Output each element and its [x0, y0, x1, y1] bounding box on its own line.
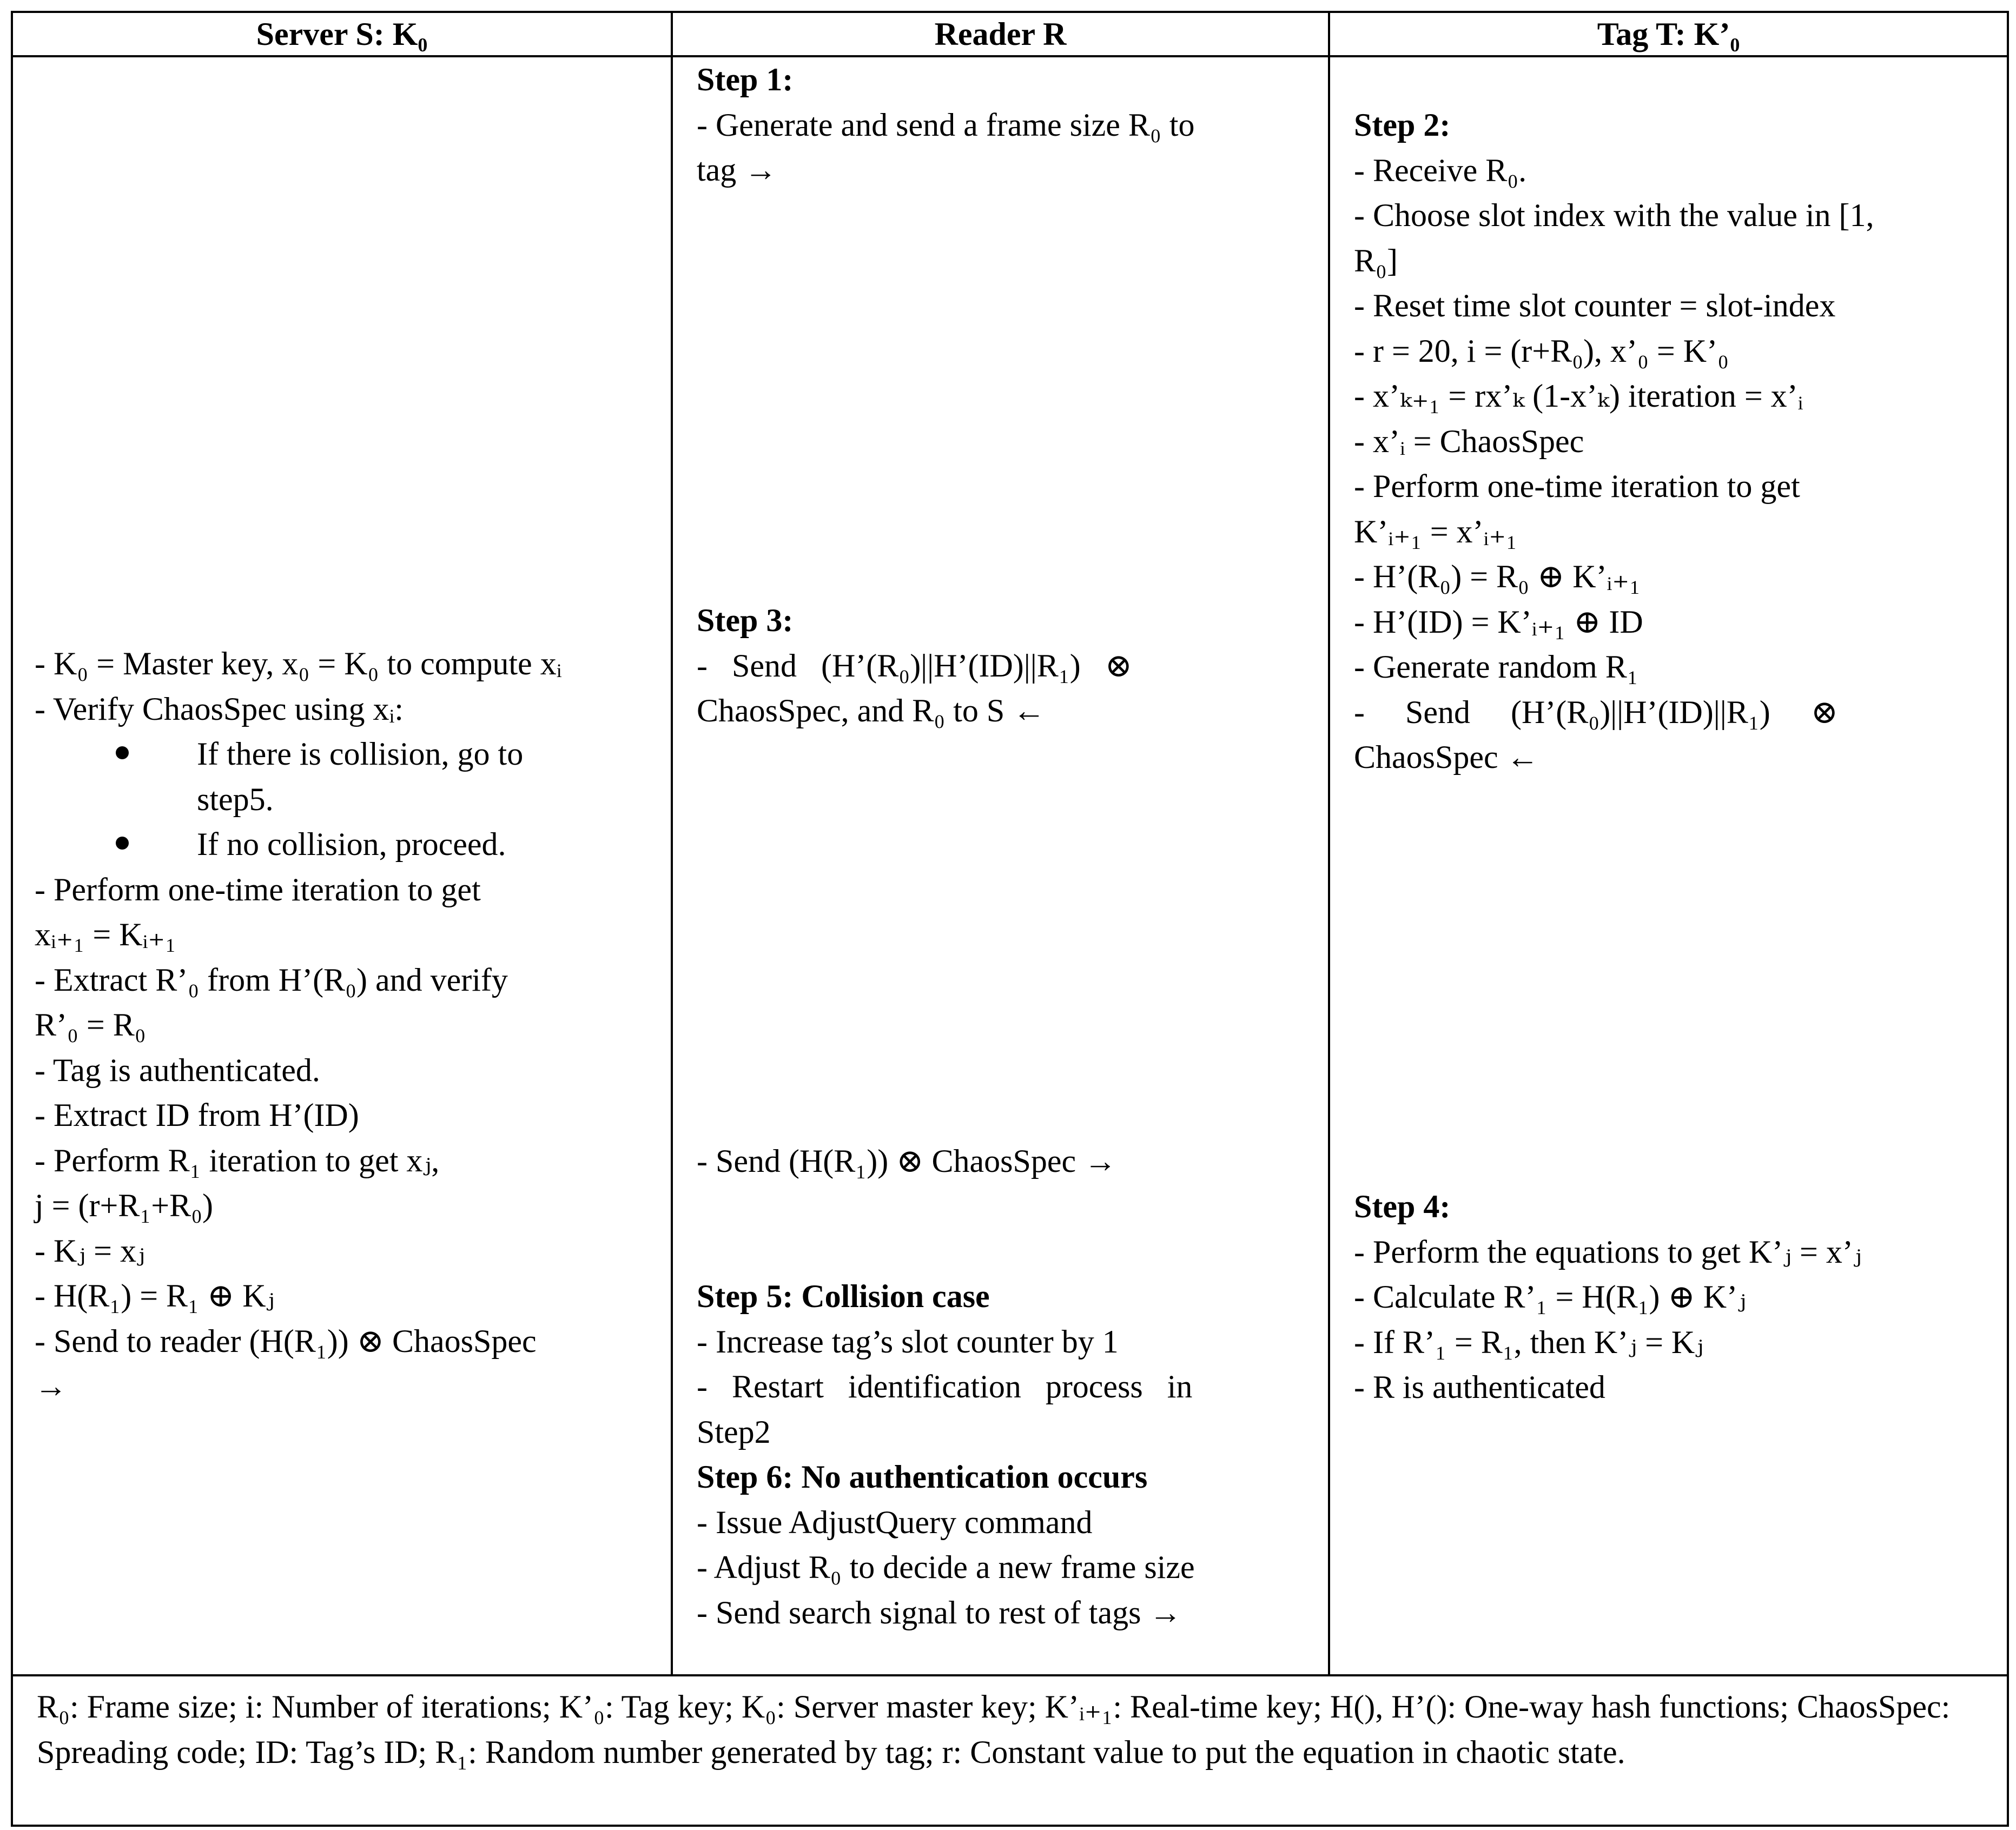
server-line: - Perform R₁ iteration to get xⱼ, — [35, 1142, 440, 1178]
reader-column — [672, 56, 1329, 1675]
reader-step6-title: Step 6: No authentication occurs — [697, 1459, 1148, 1495]
tag-line: - x’ₖ₊₁ = rx’ₖ (1-x’ₖ) iteration = x’ᵢ — [1354, 378, 1803, 414]
reader-step5-title: Step 5: Collision case — [697, 1278, 990, 1314]
reader-line: - Send search signal to rest of tags → — [697, 1594, 1182, 1630]
reader-step1-title: Step 1: — [697, 62, 794, 97]
tag-line: - Calculate R’₁ = H(R₁) ⊕ K’ⱼ — [1354, 1279, 1746, 1315]
server-column — [12, 56, 672, 1675]
body-row — [12, 56, 2008, 1675]
reader-line: tag → — [697, 152, 777, 188]
tag-line: - r = 20, i = (r+R₀), x’₀ = K’₀ — [1354, 333, 1729, 369]
reader-line: Step2 — [697, 1414, 771, 1450]
tag-line: - x’ᵢ = ChaosSpec — [1354, 423, 1584, 459]
header-reader: Reader R — [672, 12, 1329, 56]
tag-line: R₀] — [1354, 242, 1398, 279]
server-line: - Tag is authenticated. — [35, 1052, 320, 1088]
tag-line: - H’(ID) = K’ᵢ₊₁ ⊕ ID — [1354, 604, 1643, 640]
server-line: - Verify ChaosSpec using xᵢ: — [35, 691, 404, 727]
legend-text: R₀: Frame size; i: Number of iterations; K’₀: Tag key; K₀: Server master key; K’ᵢ₊₁: Real-time key; H(), H’(): One-way hash functions; ChaosSpec: Spreading code; ID: Tag’s ID; R₁: Random number generated by tag; r: Constant value to put the equation in chaotic state. — [37, 1689, 1951, 1770]
server-line: - Send to reader (H(R₁)) ⊗ ChaosSpec — [35, 1323, 537, 1359]
server-steps — [35, 641, 657, 1409]
server-line: - Kⱼ = xⱼ — [35, 1232, 145, 1269]
legend-row — [12, 1675, 2008, 1826]
tag-line: - Choose slot index with the value in [1, — [1354, 197, 1874, 233]
tag-line: - If R’₁ = R₁, then K’ⱼ = Kⱼ — [1354, 1324, 1704, 1360]
server-line: xᵢ₊₁ = Kᵢ₊₁ — [35, 917, 176, 952]
tag-line: - Perform one-time iteration to get — [1354, 468, 1800, 504]
tag-step2 — [1354, 103, 1992, 780]
tag-line: - Perform the equations to get K’ⱼ = x’ⱼ — [1354, 1234, 1862, 1270]
server-line: R’₀ = R₀ — [35, 1007, 146, 1043]
reader-send — [697, 1139, 1308, 1184]
server-line: - Extract R’₀ from H’(R₀) and verify — [35, 962, 508, 998]
tag-line: - Generate random R₁ — [1354, 649, 1638, 685]
server-line: - H(R₁) = R₁ ⊕ Kⱼ — [35, 1278, 275, 1314]
reader-step1 — [697, 57, 1308, 193]
server-line: j = (r+R₁+R₀) — [35, 1188, 213, 1223]
tag-line: ChaosSpec ← — [1354, 739, 1539, 775]
reader-line: - Issue AdjustQuery command — [697, 1504, 1093, 1540]
server-bullet-text: If there is collision, go to — [197, 736, 524, 772]
reader-line: - Generate and send a frame size R₀ to — [697, 107, 1195, 143]
protocol-table — [11, 11, 2009, 1827]
tag-line: - Receive R₀. — [1354, 152, 1527, 188]
server-line: - K₀ = Master key, x₀ = K₀ to compute xᵢ — [35, 646, 562, 681]
server-line: → — [35, 1368, 67, 1404]
tag-line: K’ᵢ₊₁ = x’ᵢ₊₁ — [1354, 513, 1517, 549]
reader-step3 — [697, 598, 1308, 734]
reader-step6 — [697, 1455, 1308, 1635]
bullet-icon — [116, 746, 129, 759]
reader-step3-title: Step 3: — [697, 602, 794, 638]
tag-step4 — [1354, 1184, 1992, 1410]
server-bullet — [35, 732, 657, 777]
reader-step5 — [697, 1274, 1308, 1455]
tag-step2-title: Step 2: — [1354, 107, 1451, 143]
tag-step4-title: Step 4: — [1354, 1189, 1451, 1224]
server-line: step5. — [197, 781, 274, 817]
reader-line: ChaosSpec, and R₀ to S ← — [697, 693, 1046, 728]
server-bullet-text: If no collision, proceed. — [197, 826, 506, 862]
server-bullet — [35, 822, 657, 867]
header-server: Server S: K₀ — [12, 12, 672, 56]
reader-line: - Send (H’(R₀)||H’(ID)||R₁) ⊗ — [697, 647, 1132, 684]
header-tag: Tag T: K’₀ — [1329, 12, 2008, 56]
tag-line: - Send (H’(R₀)||H’(ID)||R₁) ⊗ — [1354, 694, 1838, 730]
bullet-icon — [116, 837, 129, 850]
reader-line: - Increase tag’s slot counter by 1 — [697, 1323, 1119, 1360]
tag-line: - Reset time slot counter = slot-index — [1354, 288, 1836, 323]
header-row — [12, 12, 2008, 56]
reader-send-line: - Send (H(R₁)) ⊗ ChaosSpec → — [697, 1143, 1117, 1179]
server-line: - Extract ID from H’(ID) — [35, 1097, 359, 1133]
reader-line: - Adjust R₀ to decide a new frame size — [697, 1549, 1195, 1585]
reader-line: - Restart identification process in — [697, 1369, 1193, 1404]
tag-column — [1329, 56, 2008, 1675]
legend-cell — [12, 1675, 2008, 1826]
server-line: - Perform one-time iteration to get — [35, 871, 481, 907]
tag-line: - H’(R₀) = R₀ ⊕ K’ᵢ₊₁ — [1354, 559, 1641, 594]
tag-line: - R is authenticated — [1354, 1369, 1605, 1405]
